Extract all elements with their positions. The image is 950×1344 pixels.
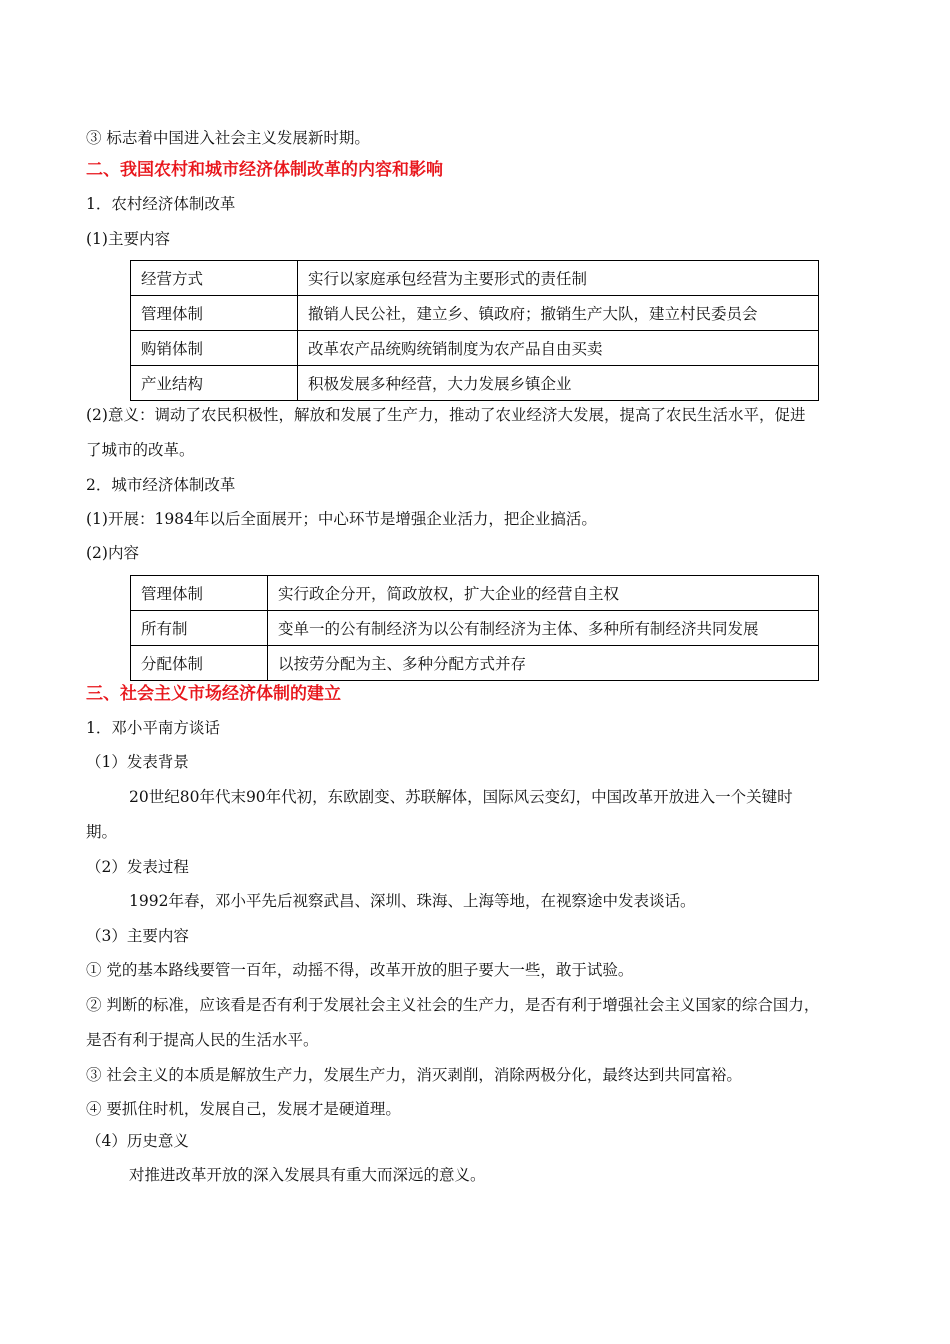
table-cell-value: 改革农产品统购统销制度为农产品自由买卖 — [298, 331, 819, 366]
text-line: 期。 — [86, 823, 118, 841]
table-cell-label: 购销体制 — [131, 331, 298, 366]
table-cell-label: 产业结构 — [131, 366, 298, 401]
table-row — [131, 296, 819, 331]
text-line: ③ 社会主义的本质是解放生产力，发展生产力，消灭剥削，消除两极分化，最终达到共同富裕。 — [86, 1066, 742, 1084]
table-cell-value: 积极发展多种经营，大力发展乡镇企业 — [298, 366, 819, 401]
urban-reform-table — [130, 575, 819, 681]
table-cell-value: 实行政企分开，简政放权，扩大企业的经营自主权 — [268, 576, 819, 611]
text-line: 20世纪80年代末90年代初，东欧剧变、苏联解体，国际风云变幻，中国改革开放进入一个关键时 — [129, 788, 793, 806]
table-cell-value: 实行以家庭承包经营为主要形式的责任制 — [298, 261, 819, 296]
table-cell-label: 管理体制 — [131, 296, 298, 331]
text-line: (2)意义：调动了农民积极性，解放和发展了生产力，推动了农业经济大发展，提高了农民生活水平，促进 — [86, 406, 806, 424]
text-line: ② 判断的标准，应该看是否有利于发展社会主义社会的生产力，是否有利于增强社会主义国家的综合国力， — [86, 996, 820, 1014]
text-line: ① 党的基本路线要管一百年，动摇不得，改革开放的胆子要大一些，敢于试验。 — [86, 961, 634, 979]
section-heading: 二、我国农村和城市经济体制改革的内容和影响 — [86, 160, 443, 180]
table-row — [131, 366, 819, 401]
rural-reform-table — [130, 260, 819, 401]
table-cell-value: 变单一的公有制经济为以公有制经济为主体、多种所有制经济共同发展 — [268, 611, 819, 646]
text-line: 了城市的改革。 — [86, 441, 195, 459]
subsection-title: 1．邓小平南方谈话 — [86, 719, 220, 737]
text-line: （2）发表过程 — [86, 858, 189, 876]
table-cell-label: 管理体制 — [131, 576, 268, 611]
subsection-title: 2．城市经济体制改革 — [86, 476, 236, 494]
text-line: (2)内容 — [86, 544, 139, 562]
text-line: （3）主要内容 — [86, 927, 189, 945]
text-line: ④ 要抓住时机，发展自己，发展才是硬道理。 — [86, 1100, 401, 1118]
table-row — [131, 646, 819, 681]
table-row — [131, 576, 819, 611]
subsection-title: 1．农村经济体制改革 — [86, 195, 236, 213]
table-cell-label: 所有制 — [131, 611, 268, 646]
text-line: 对推进改革开放的深入发展具有重大而深远的意义。 — [129, 1166, 486, 1184]
text-line: (1)主要内容 — [86, 230, 170, 248]
table-row — [131, 331, 819, 366]
text-line: 1992年春，邓小平先后视察武昌、深圳、珠海、上海等地，在视察途中发表谈话。 — [129, 892, 696, 910]
text-line: ③ 标志着中国进入社会主义发展新时期。 — [86, 129, 370, 147]
text-line: （4）历史意义 — [86, 1132, 189, 1150]
table-cell-value: 以按劳分配为主、多种分配方式并存 — [268, 646, 819, 681]
text-line: 是否有利于提高人民的生活水平。 — [86, 1031, 319, 1049]
table-cell-label: 经营方式 — [131, 261, 298, 296]
section-heading: 三、社会主义市场经济体制的建立 — [86, 684, 341, 704]
table-cell-value: 撤销人民公社，建立乡、镇政府；撤销生产大队，建立村民委员会 — [298, 296, 819, 331]
table-cell-label: 分配体制 — [131, 646, 268, 681]
table-row — [131, 261, 819, 296]
text-line: (1)开展：1984年以后全面展开；中心环节是增强企业活力，把企业搞活。 — [86, 510, 597, 528]
table-row — [131, 611, 819, 646]
text-line: （1）发表背景 — [86, 753, 189, 771]
